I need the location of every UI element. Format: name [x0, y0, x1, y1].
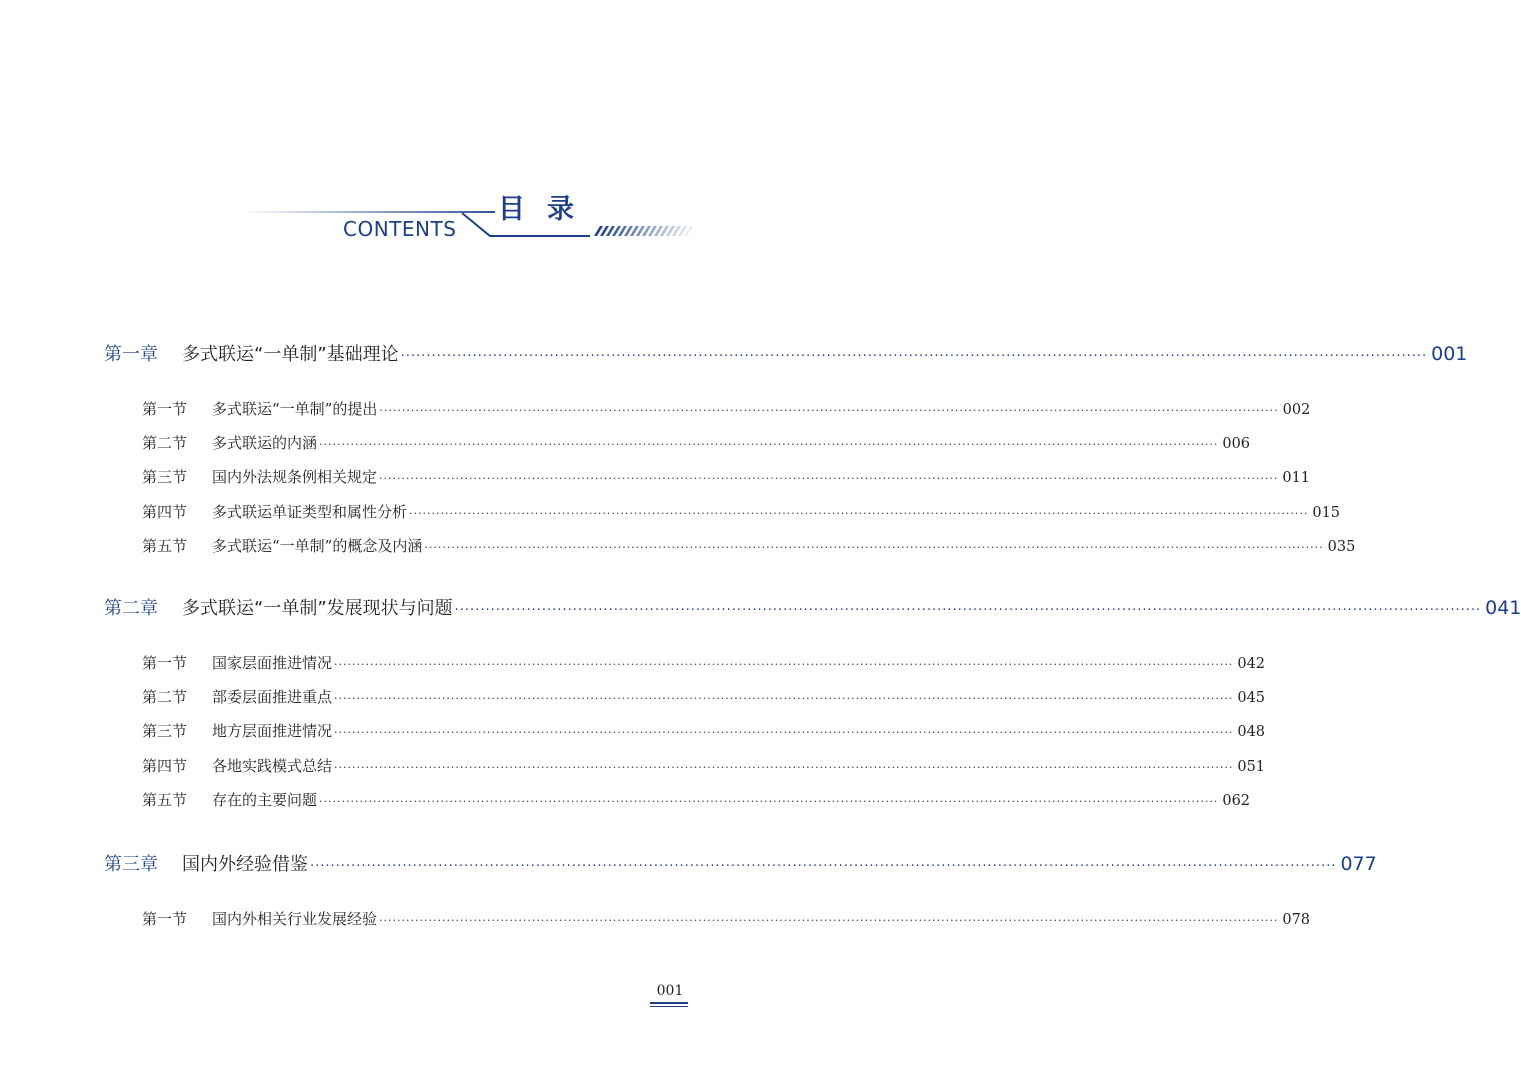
page-number: 001: [656, 983, 684, 999]
header-rule-top: [240, 211, 495, 213]
section-label: 第二节: [142, 434, 188, 452]
leader-dots: ········································································································································································································: [319, 795, 1219, 808]
toc-section-entry[interactable]: [142, 466, 1311, 490]
section-label: 第二节: [142, 688, 188, 706]
section-title: 各地实践模式总结: [212, 757, 333, 775]
leader-dots: ········································································································································································································: [334, 726, 1234, 739]
chapter-label: 第三章: [104, 854, 158, 875]
page-number-rule-thin: [650, 1006, 688, 1007]
section-title: 地方层面推进情况: [212, 722, 333, 740]
leader-dots: ········································································································································································································: [400, 349, 1428, 364]
section-page-number: 035: [1327, 539, 1356, 555]
section-title: 国内外相关行业发展经验: [212, 910, 378, 928]
section-label: 第三节: [142, 468, 188, 486]
contents-header: [0, 0, 790, 260]
toc-chapter-entry[interactable]: [104, 850, 1377, 878]
leader-dots: ········································································································································································································: [334, 658, 1234, 671]
section-title: 多式联运“一单制”的提出: [212, 400, 378, 418]
section-label: 第四节: [142, 757, 188, 775]
chapter-page-number: 041: [1485, 597, 1521, 619]
toc-section-entry[interactable]: [142, 720, 1266, 744]
leader-dots: ········································································································································································································: [379, 914, 1279, 927]
toc-section-entry[interactable]: [142, 432, 1251, 456]
leader-dots: ········································································································································································································: [319, 438, 1219, 451]
section-page-number: 048: [1237, 724, 1266, 740]
toc-section-entry[interactable]: [142, 755, 1266, 779]
section-title: 多式联运“一单制”的概念及内涵: [212, 537, 423, 555]
section-label: 第一节: [142, 910, 188, 928]
contents-chinese-title: 目录: [498, 194, 596, 225]
leader-dots: ········································································································································································································: [409, 507, 1309, 520]
chapter-title: 国内外经验借鉴: [182, 854, 308, 875]
page-number-rule: [650, 1002, 688, 1004]
leader-dots: ········································································································································································································: [379, 472, 1279, 485]
chapter-title: 多式联运“一单制”发展现状与问题: [182, 598, 453, 619]
section-page-number: 042: [1237, 656, 1266, 672]
chapter-page-number: 077: [1340, 853, 1377, 875]
section-label: 第五节: [142, 791, 188, 809]
chapter-title: 多式联运“一单制”基础理论: [182, 344, 399, 365]
section-page-number: 002: [1282, 402, 1311, 418]
chapter-label: 第一章: [104, 344, 158, 365]
toc-section-entry[interactable]: [142, 686, 1266, 710]
section-title: 部委层面推进重点: [212, 688, 333, 706]
section-page-number: 051: [1237, 759, 1266, 775]
section-title: 存在的主要问题: [212, 791, 318, 809]
section-title: 多式联运单证类型和属性分析: [212, 503, 408, 521]
section-title: 国家层面推进情况: [212, 654, 333, 672]
chapter-page-number: 001: [1431, 343, 1468, 365]
toc-section-entry[interactable]: [142, 908, 1311, 932]
section-page-number: 015: [1312, 505, 1341, 521]
toc-chapter-entry[interactable]: [104, 594, 1521, 622]
leader-dots: ········································································································································································································: [334, 692, 1234, 705]
leader-dots: ········································································································································································································: [379, 404, 1279, 417]
section-label: 第三节: [142, 722, 188, 740]
section-title: 国内外法规条例相关规定: [212, 468, 378, 486]
section-page-number: 011: [1282, 470, 1311, 486]
leader-dots: ········································································································································································································: [310, 859, 1337, 874]
section-label: 第五节: [142, 537, 188, 555]
section-label: 第一节: [142, 400, 188, 418]
section-page-number: 006: [1222, 436, 1251, 452]
leader-dots: ········································································································································································································: [454, 603, 1482, 618]
chapter-label: 第二章: [104, 598, 158, 619]
section-label: 第四节: [142, 503, 188, 521]
section-label: 第一节: [142, 654, 188, 672]
section-page-number: 045: [1237, 690, 1266, 706]
toc-chapter-entry[interactable]: [104, 340, 1468, 368]
toc-section-entry[interactable]: [142, 501, 1341, 525]
toc-section-entry[interactable]: [142, 398, 1311, 422]
toc-section-entry[interactable]: [142, 789, 1251, 813]
leader-dots: ········································································································································································································: [334, 761, 1234, 774]
section-page-number: 062: [1222, 793, 1251, 809]
contents-english-title: CONTENTS: [343, 217, 457, 241]
section-page-number: 078: [1282, 912, 1311, 928]
section-title: 多式联运的内涵: [212, 434, 318, 452]
header-hatch: [594, 226, 693, 236]
leader-dots: ········································································································································································································: [424, 541, 1324, 554]
toc-section-entry[interactable]: [142, 652, 1266, 676]
toc-section-entry[interactable]: [142, 535, 1356, 559]
